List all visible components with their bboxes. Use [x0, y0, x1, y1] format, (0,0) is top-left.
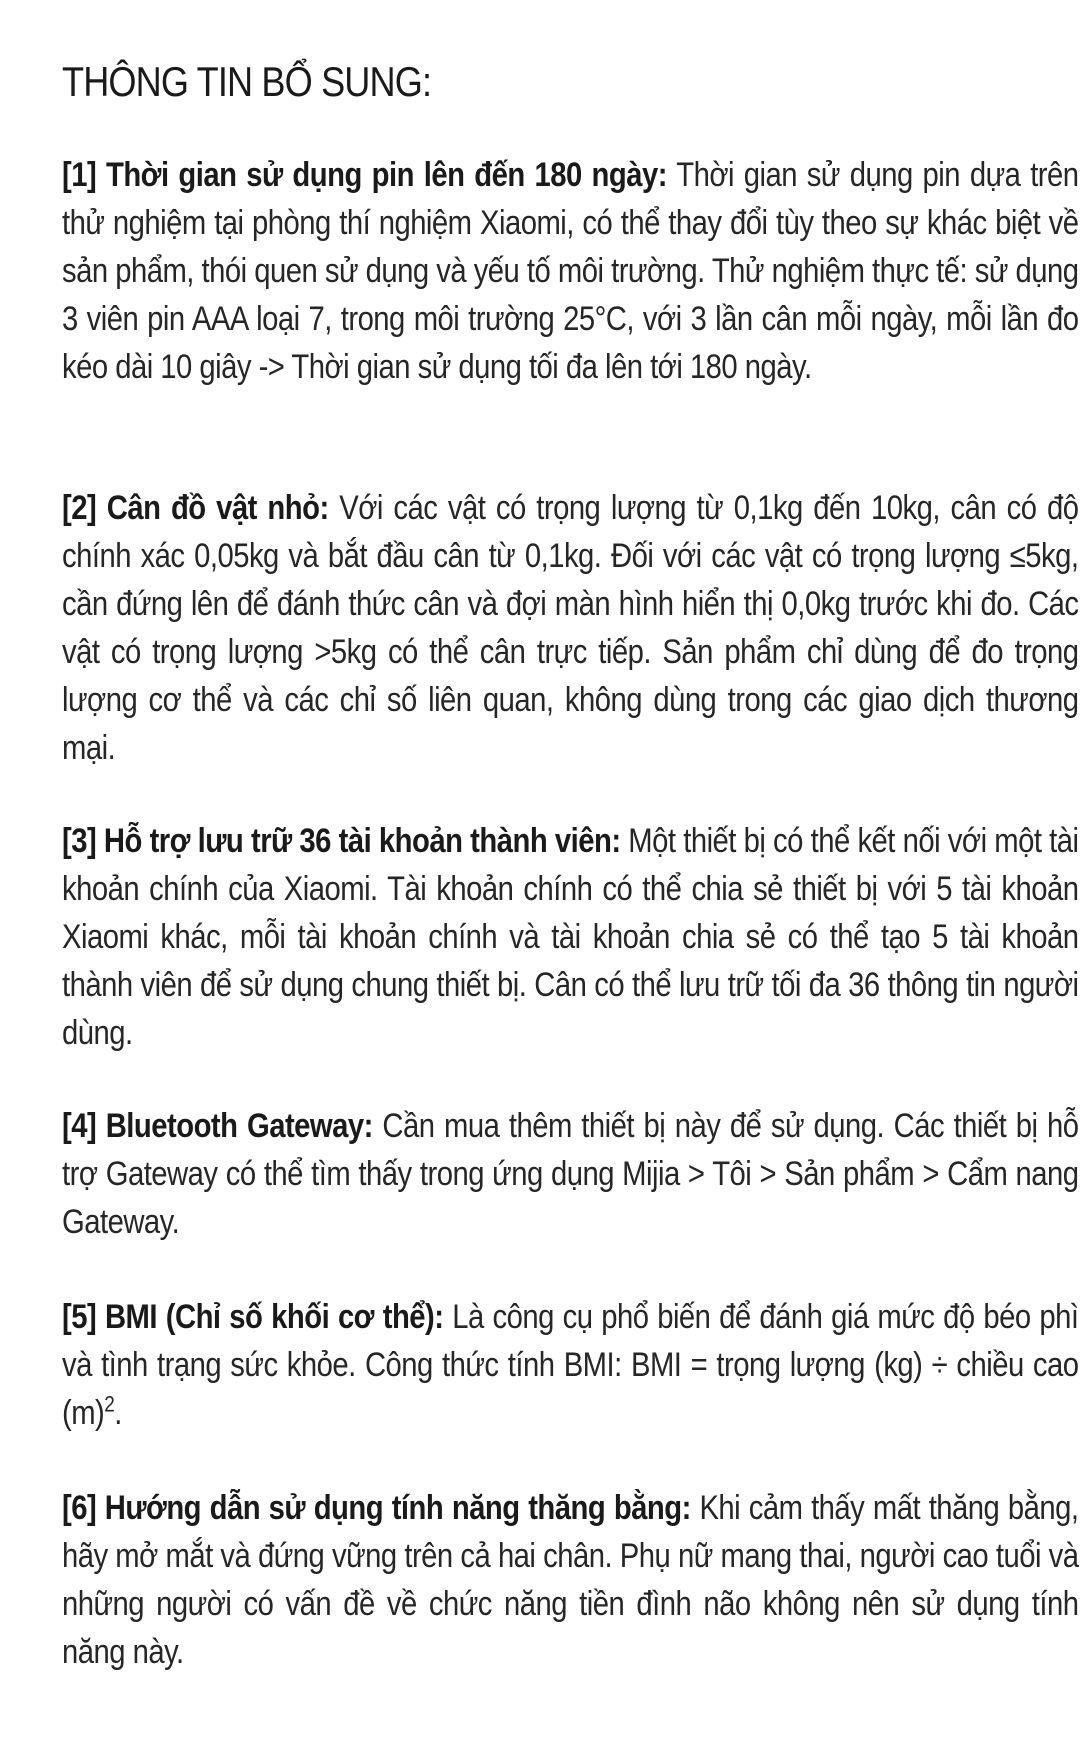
note-text: Một thiết bị có thể kết nối với một tài khoản chính của Xiaomi. Tài khoản chính có thể chia sẻ thiết bị với 5 tài khoản Xiaomi khác, mỗi tài khoản chính và tài khoản chia sẻ có thể tạo 5 tài khoản thành viên để sử dụng chung thiết bị. Cân có thể lưu trữ tối đa 36 thông tin người dùng.	[62, 822, 1079, 1052]
note-text: Khi cảm thấy mất thăng bằng, hãy mở mắt và đứng vững trên cả hai chân. Phụ nữ mang thai, người cao tuổi và những người có vấn đề về chức năng tiền đình não không nên sử dụng tính năng này.	[62, 1489, 1079, 1671]
note-label: [1] Thời gian sử dụng pin lên đến 180 ngày:	[62, 156, 667, 194]
note-text: Thời gian sử dụng pin dựa trên thử nghiệm tại phòng thí nghiệm Xiaomi, có thể thay đổi tùy theo sự khác biệt về sản phẩm, thói quen sử dụng và yếu tố môi trường. Thử nghiệm thực tế: sử dụng 3 viên pin AAA loại 7, trong môi trường 25°C, với 3 lần cân mỗi ngày, mỗi lần đo kéo dài 10 giây -> Thời gian sử dụng tối đa lên tới 180 ngày.	[62, 156, 1079, 386]
note-label: [5] BMI (Chỉ số khối cơ thể):	[62, 1298, 444, 1336]
superscript-exponent: 2	[104, 1391, 115, 1417]
note-battery-life	[62, 151, 1079, 391]
note-small-object-weighing	[62, 484, 1079, 772]
note-bluetooth-gateway	[62, 1102, 1079, 1246]
note-text: Là công cụ phổ biến để đánh giá mức độ béo phì và tình trạng sức khỏe. Công thức tính BMI: BMI = trọng lượng (kg) ÷ chiều cao (m)	[62, 1298, 1079, 1432]
note-label: [4] Bluetooth Gateway:	[62, 1107, 373, 1145]
note-member-accounts	[62, 817, 1079, 1057]
note-balance-feature	[62, 1484, 1079, 1676]
note-label: [6] Hướng dẫn sử dụng tính năng thăng bằng:	[62, 1489, 691, 1527]
note-text: Với các vật có trọng lượng từ 0,1kg đến 10kg, cân có độ chính xác 0,05kg và bắt đầu cân từ 0,1kg. Đối với các vật có trọng lượng ≤5kg, cần đứng lên để đánh thức cân và đợi màn hình hiển thị 0,0kg trước khi đo. Các vật có trọng lượng >5kg có thể cân trực tiếp. Sản phẩm chỉ dùng để đo trọng lượng cơ thể và các chỉ số liên quan, không dùng trong các giao dịch thương mại.	[62, 489, 1079, 767]
note-label: [3] Hỗ trợ lưu trữ 36 tài khoản thành viên:	[62, 822, 621, 860]
note-suffix: .	[114, 1394, 122, 1432]
note-bmi	[62, 1293, 1079, 1437]
note-label: [2] Cân đồ vật nhỏ:	[62, 489, 329, 527]
note-text: Cần mua thêm thiết bị này để sử dụng. Các thiết bị hỗ trợ Gateway có thể tìm thấy trong ứng dụng Mijia > Tôi > Sản phẩm > Cẩm nang Gateway.	[62, 1107, 1079, 1241]
page-title: THÔNG TIN BỔ SUNG:	[62, 58, 432, 105]
